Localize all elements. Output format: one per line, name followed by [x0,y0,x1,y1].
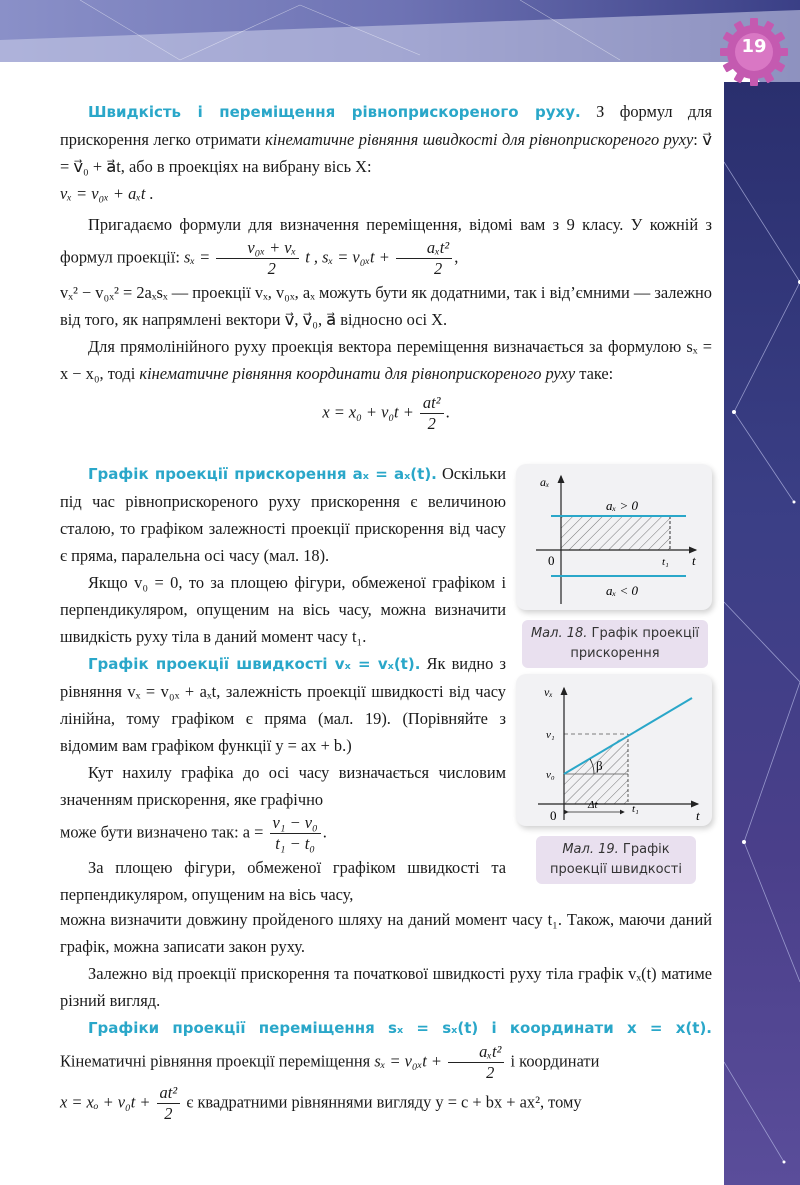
heading-velocity: Швидкість і переміщення рівноприскореного руху. [88,103,581,121]
paragraph-9: Залежно від проекції прискорення та початкової швидкості руху тіла графік vₓ(t) матиме різний вигляд. [60,964,712,1010]
x-axis-label: t [692,553,696,568]
paragraph-1: Швидкість і переміщення рівноприскореного руху. З формул для прискорення легко отримати кінематичне рівняння швидкості для рівноприскореного руху: v⃗ = v⃗₀ + a⃗t, або в проекціях на вибрану вісь X: [60,102,712,176]
lower-label: aₓ < 0 [606,583,638,598]
origin-label: 0 [550,808,557,823]
origin-label: 0 [548,553,555,568]
formula-velocity: vₓ = v₀ₓ + aₓt . [60,184,154,203]
paragraph-3: Для прямолінійного руху проекція вектора переміщення визначається за формулою sₓ = x − x₀, тоді кінематичне рівняння координати для рівноприскореного руху таке: [60,337,712,383]
x-axis-label: t [696,808,700,823]
paragraph-2-cont: vₓ² − v₀ₓ² = 2aₓsₓ — проекції vₓ, v₀ₓ, aₓ можуть бути як додатними, так і від’ємними — залежно від того, як напрямлені вектори v⃗, v⃗₀, a⃗ відносно осі X. [60,283,712,329]
v0-label: v₀ [546,769,555,781]
paragraph-4: Графік проекції прискорення aₓ = aₓ(t). Оскільки під час рівноприскореного руху прискорення є величиною сталою, то графіком залежності проекції прискорення від часу є пряма, паралельна осі часу (мал. 18). [60,464,506,565]
paragraph-8a: За площею фігури, обмеженої графіком швидкості та перпендикуляром, опущеним на вісь часу, [60,858,506,904]
figure-19-caption: Мал. 19. Графік проекції швидкості [536,836,696,884]
text-block-middle [60,460,506,908]
page-number: 19 [741,36,767,57]
heading-displacement-graph: Графіки проекції переміщення sₓ = sₓ(t) і координати x = x(t). [88,1019,712,1037]
figure-19-box [516,674,712,826]
heading-acceleration-graph: Графік проекції прискорення aₓ = aₓ(t). [88,465,437,483]
v1-label: v₁ [546,729,555,741]
y-axis-label: vₓ [544,685,553,699]
formula-coordinate: x = x₀ + v₀t + $\frac{\text{at²}}{2}$ . [322,393,450,433]
text-block-top [60,98,712,438]
paragraph-10-cont: x = xₒ + v₀t + $\frac{\text{at²}}{2}$ є квадратними рівняннями вигляду y = c + bx + ax², тому [60,1083,582,1123]
paragraph-7: Кут нахилу графіка до осі часу визначається числовим значенням прискорення, яке графічно [60,763,506,809]
figure-19-graph [516,674,712,826]
paragraph-6: Графік проекції швидкості vₓ = vₓ(t). Як видно з рівняння vₓ = v₀ₓ + aₓt, залежність проекції швидкості від часу лінійна, тому графіком є пряма (мал. 19). (Порівняйте з відомим вам графіком функції y = ax + b.) [60,654,506,755]
area-under-graph [561,516,670,550]
decorative-sidebar [724,82,800,1185]
fraction-at2: $\frac{\text{aₓt²}}{2}$ [396,238,452,279]
beta-label: β [596,758,603,773]
paragraph-10: Графіки проекції переміщення sₓ = sₓ(t) і координати x = x(t). Кінематичні рівняння проекції переміщення sₓ = v₀ₓt + $\frac{\text{aₓt²}}{2}$ і координати [60,1019,712,1082]
paragraph-5: Якщо v₀ = 0, то за площею фігури, обмеженої графіком і перпендикуляром, опущеним на вісь часу, можна визначити швидкість руху тіла в даний момент часу t₁. [60,573,506,646]
paragraph-8b: можна визначити довжину пройденого шляху на даний момент часу t₁. Також, маючи даний графік, можна записати закон руху. [60,910,712,956]
heading-velocity-graph: Графік проекції швидкості vₓ = vₓ(t). [88,655,421,673]
fraction-avg-velocity: $\frac{\text{v₀ₓ + vₓ}}{2}$ [216,238,299,279]
formula-acceleration: може бути визначено так: a = $\frac{\text{v₁ − v₀}}{\text{t₁ − t₀}}$ . [60,813,327,853]
text-block-bottom [60,906,712,1124]
delta-t-label: Δt [588,799,598,811]
figure-18-graph [516,464,712,610]
upper-label: aₓ > 0 [606,498,638,513]
t1-label: t₁ [662,556,669,568]
t1-label: t₁ [632,803,639,815]
paragraph-2: Пригадаємо формули для визначення переміщення, відомі вам з 9 класу. У кожній з формул проекції: sₓ = $\frac{\text{v₀ₓ + vₓ}}{2}$ t , sₓ = v₀ₓt + $\frac{\text{aₓt²}}{2}$ , [60,215,712,278]
figure-18-box [516,464,712,610]
header-band [0,0,800,82]
figure-18-caption: Мал. 18. Графік проекції прискорення [522,620,708,668]
y-axis-label: aₓ [540,475,550,489]
